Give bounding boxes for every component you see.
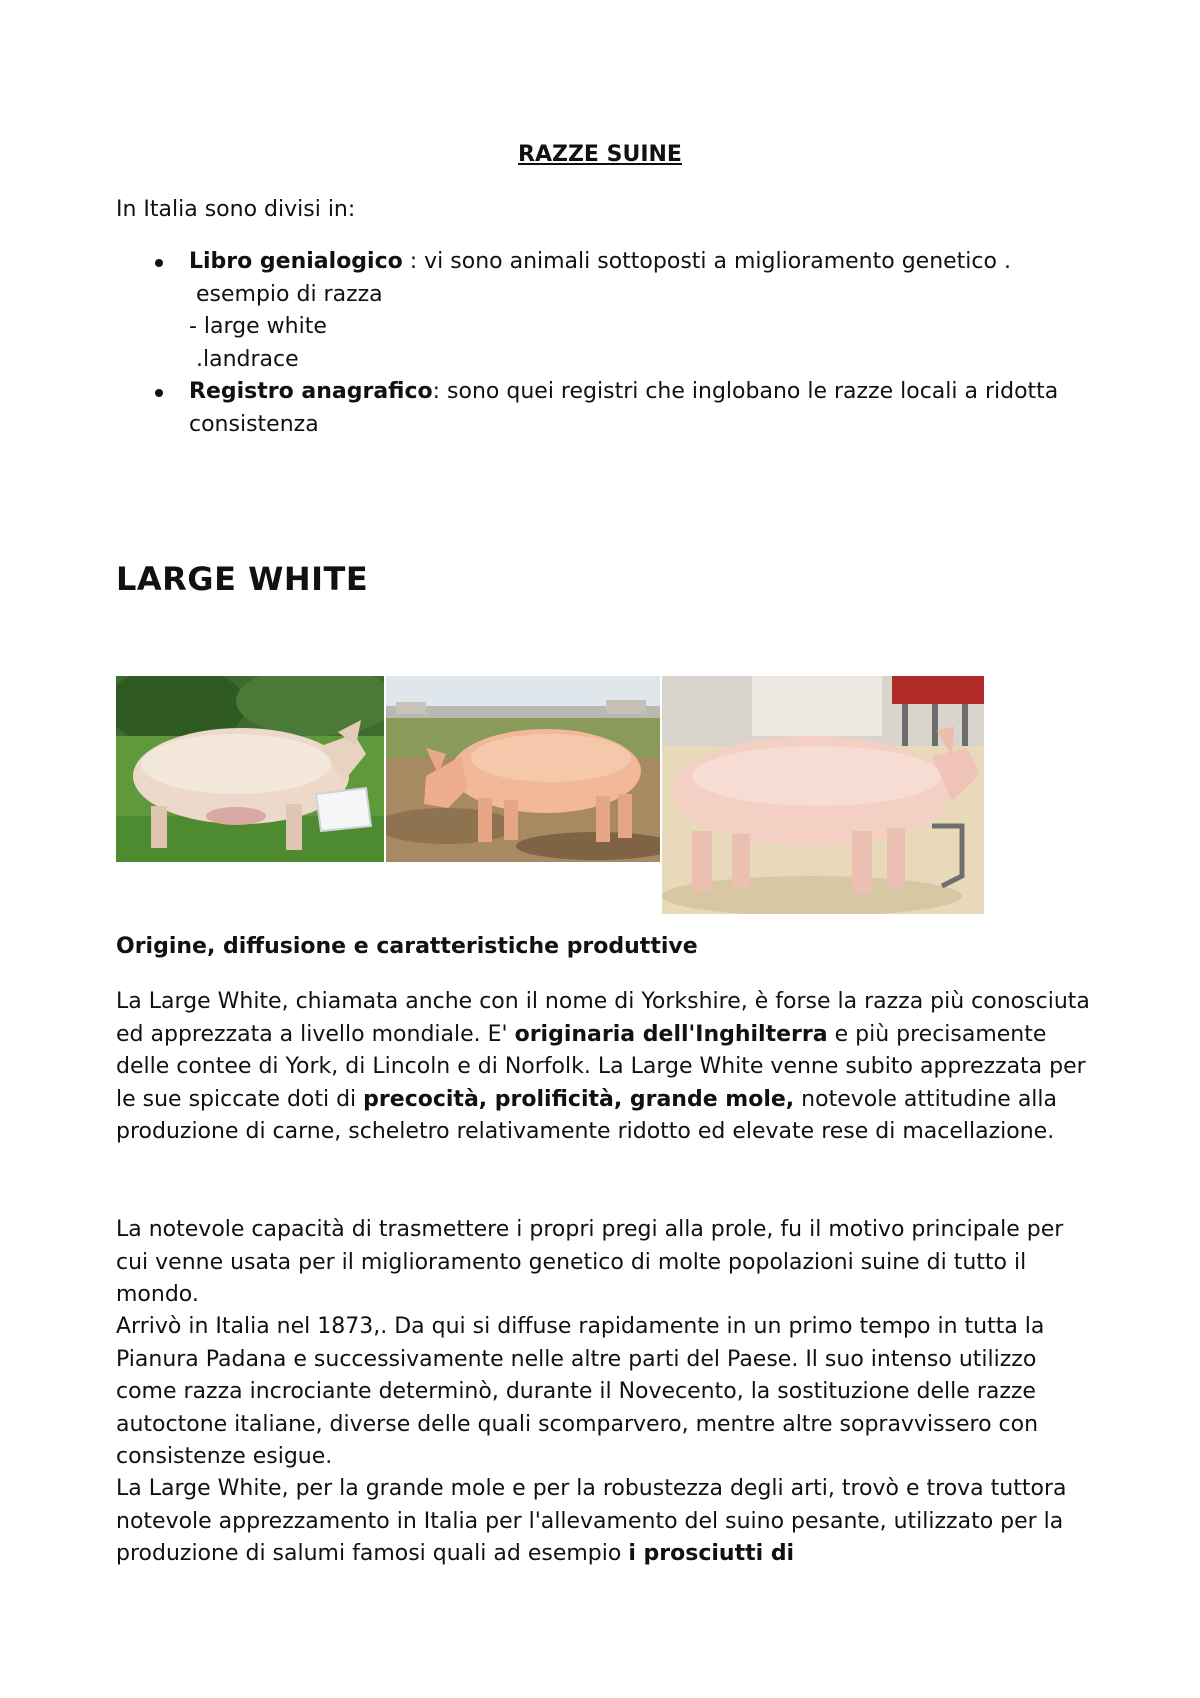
bullet-term: Registro anagrafico (189, 379, 433, 404)
paragraph-text: e più precisamente delle contee di York, di Lincoln e di Norfolk. La Large White venne subito apprezzata per le sue spiccate doti di (116, 1021, 1086, 1112)
bullet-item (116, 376, 1076, 441)
pig-photo-3 (662, 676, 984, 914)
pig-photo-2-image (386, 676, 660, 862)
paragraph-origin (116, 986, 1096, 1149)
pig-photo-3-image (662, 676, 984, 914)
bullet-item (116, 246, 1076, 376)
intro-text: In Italia sono divisi in: (116, 197, 356, 222)
bullet-sub-line: - large white (189, 314, 327, 339)
pig-photo-2 (386, 676, 660, 862)
bullet-dot (155, 259, 163, 267)
paragraph-arrival: Arrivò in Italia nel 1873,. Da qui si diffuse rapidamente in un primo tempo in tutta la Pianura Padana e successivamente nelle altre parti del Paese. Il suo intenso utilizzo come razza incrociante determinò, durante il Novecento, la sostituzione delle razze autoctone italiane, diverse delle quali scomparvero, mentre altre sopravvissero con consistenze esigue. (116, 1314, 1045, 1469)
paragraph-transmission: La notevole capacità di trasmettere i propri pregi alla prole, fu il motivo principale per cui venne usata per il miglioramento genetico di molte popolazioni suine di tutto il mondo. (116, 1217, 1064, 1307)
document-title: RAZZE SUINE (518, 142, 682, 167)
bullet-text: : vi sono animali sottoposti a miglioramento genetico . (402, 249, 1011, 274)
bullet-sub-line: esempio di razza (189, 281, 383, 307)
bullet-term: Libro genialogico (189, 249, 403, 274)
paragraph-text: notevole attitudine alla produzione di carne, scheletro relativamente ridotto ed elevate rese di macellazione. (116, 1086, 1058, 1144)
bullet-text: : sono quei registri che inglobano le razze locali a ridotta consistenza (189, 379, 1059, 437)
bullet-sub-line: .landrace (189, 346, 299, 372)
paragraph-text: La Large White, per la grande mole e per la robustezza degli arti, trovò e trova tuttora notevole apprezzamento in Italia per l'allevamento del suino pesante, utilizzato per la produzione di salumi famosi quali ad esempio (116, 1476, 1067, 1566)
paragraph-emphasis: originaria dell'Inghilterra (514, 1021, 828, 1047)
paragraph-text: La Large White, chiamata anche con il nome di Yorkshire, è forse la razza più conosciuta ed apprezzata a livello mondiale. E' (116, 989, 1090, 1047)
pig-photo-1 (116, 676, 384, 862)
bullet-list (116, 246, 1076, 441)
paragraph-emphasis: i prosciutti di (628, 1541, 795, 1566)
section-heading: LARGE WHITE (116, 560, 369, 598)
section-subheading: Origine, diffusione e caratteristiche produttive (116, 934, 698, 959)
paragraph-appreciation (116, 1473, 1096, 1571)
bullet-dot (155, 389, 163, 397)
paragraph-emphasis: precocità, prolificità, grande mole, (363, 1086, 795, 1112)
pig-photo-1-image (116, 676, 384, 862)
